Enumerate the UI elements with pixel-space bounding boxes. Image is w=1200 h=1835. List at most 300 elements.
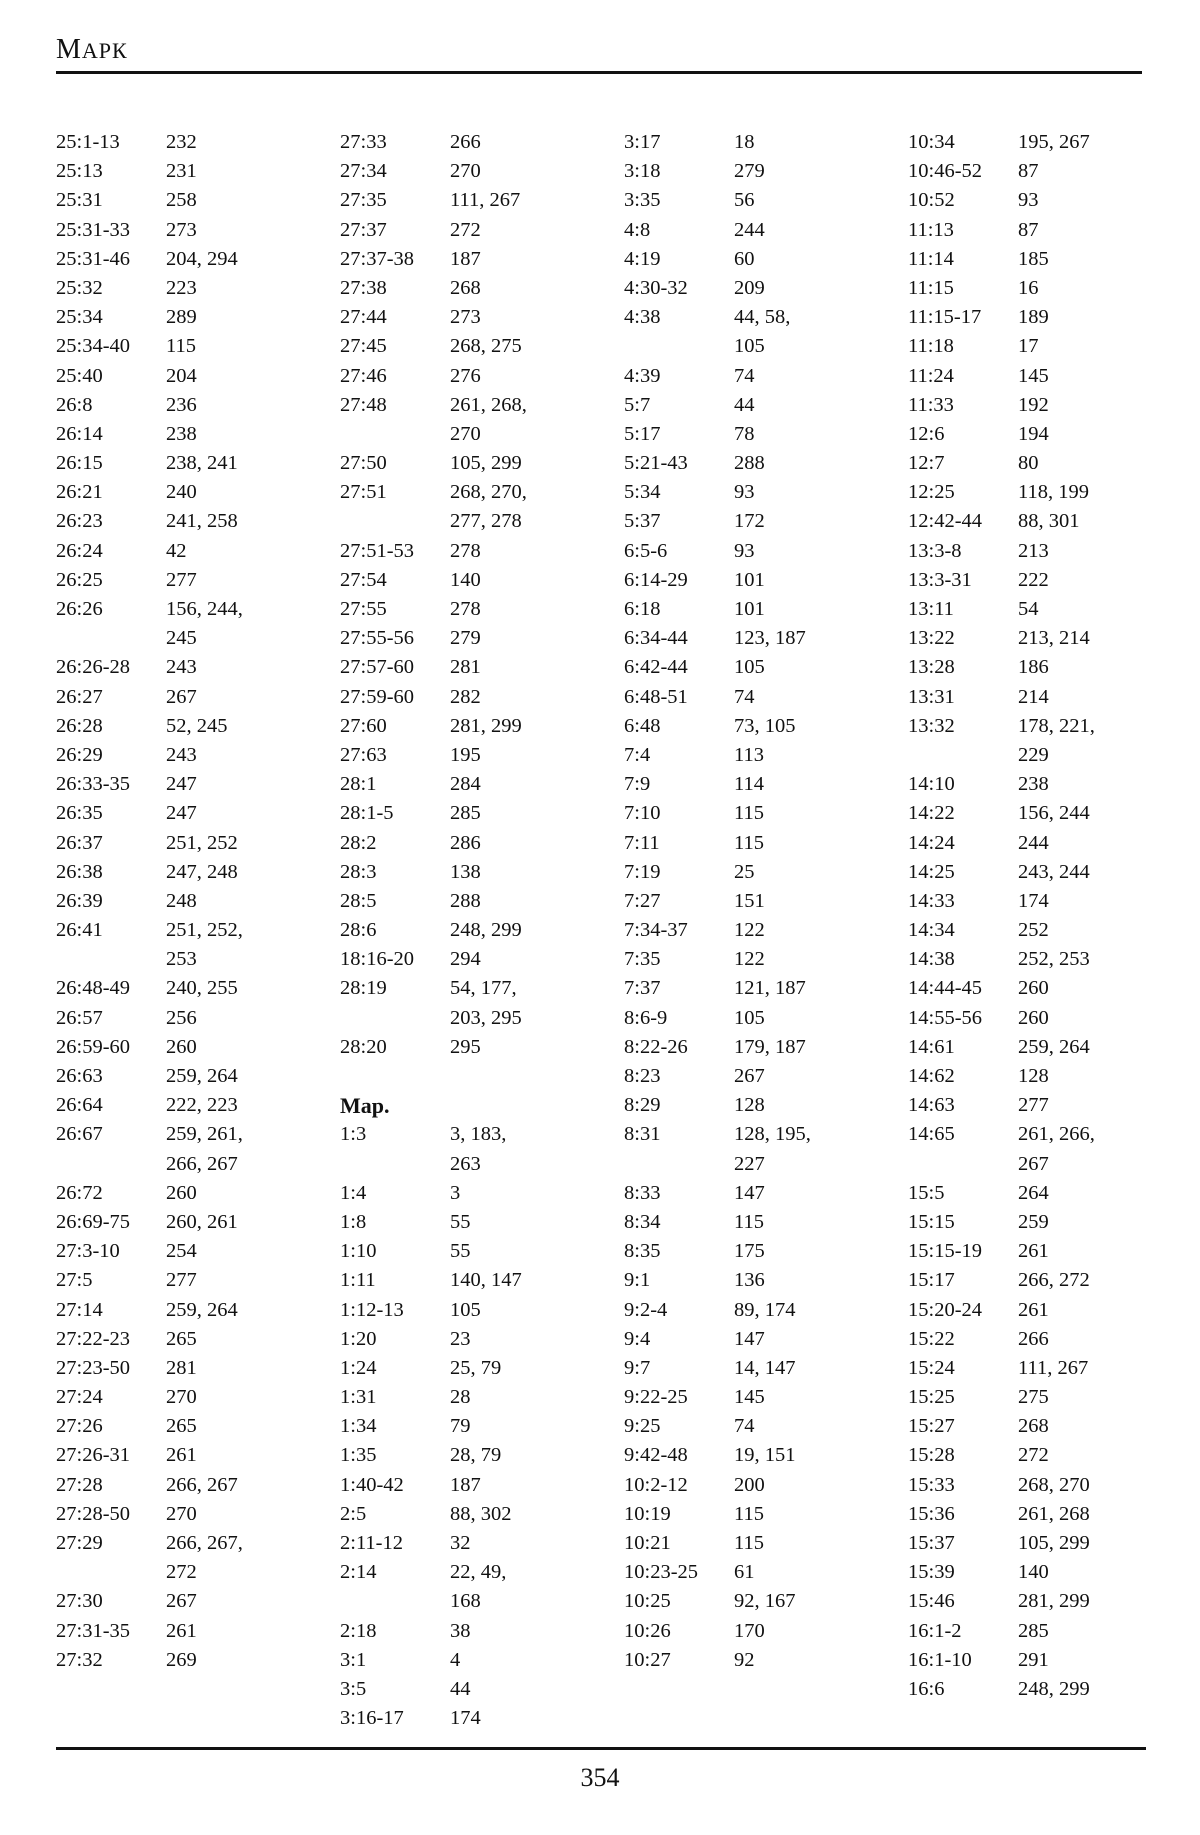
verse-reference: 6:14-29 (624, 568, 688, 591)
page-references: 244 (734, 218, 765, 241)
page-references: 138 (450, 860, 481, 883)
verse-reference: 10:46-52 (908, 160, 983, 183)
page-references: 74 (734, 685, 755, 708)
index-entry (624, 1325, 884, 1354)
index-entry (340, 186, 600, 215)
page-references: 74 (734, 364, 755, 387)
index-entry (56, 186, 316, 215)
verse-reference: 1:35 (340, 1444, 377, 1467)
index-entry (908, 1617, 1168, 1646)
verse-reference: 16:6 (908, 1677, 945, 1700)
verse-reference: 26:41 (56, 919, 103, 942)
page-references: 267 (1018, 1152, 1049, 1175)
page-references: 260, 261 (166, 1210, 238, 1233)
page-references: 128 (734, 1094, 765, 1117)
verse-reference (56, 945, 166, 974)
page-references: 28, 79 (450, 1444, 502, 1467)
verse-reference: 7:35 (624, 948, 661, 971)
index-entry (908, 1237, 1168, 1266)
verse-reference: 27:54 (340, 568, 387, 591)
page-references: 44 (450, 1677, 471, 1700)
verse-reference: 13:31 (908, 685, 955, 708)
page-references: 261 (166, 1444, 197, 1467)
index-entry (624, 1179, 884, 1208)
page-references: 105 (734, 1006, 765, 1029)
verse-reference: 6:34-44 (624, 627, 688, 650)
running-header-initial: M (56, 34, 82, 65)
page-references: 80 (1018, 452, 1039, 475)
verse-reference: 6:48 (624, 714, 661, 737)
index-column-1 (56, 128, 316, 1675)
page-references: 121, 187 (734, 977, 806, 1000)
verse-reference (340, 1062, 450, 1091)
page-references: 214 (1018, 685, 1049, 708)
verse-reference (908, 741, 1018, 770)
index-entry (340, 1587, 600, 1616)
running-header-rest: АРК (81, 38, 128, 63)
verse-reference: 7:27 (624, 889, 661, 912)
index-entry (908, 1412, 1168, 1441)
page-references: 272 (1018, 1444, 1049, 1467)
page-references: 267 (734, 1065, 765, 1087)
verse-reference: 27:26 (56, 1415, 103, 1438)
verse-reference: 10:21 (624, 1532, 671, 1554)
index-entry (624, 595, 884, 624)
verse-reference: 26:67 (56, 1123, 103, 1146)
page-references: 105, 299 (1018, 1532, 1090, 1554)
verse-reference: 7:11 (624, 831, 660, 854)
page-references: 145 (1018, 364, 1049, 387)
page-references: 259 (1018, 1210, 1049, 1233)
page-references: 32 (450, 1532, 471, 1554)
verse-reference: 27:60 (340, 714, 387, 737)
index-entry (340, 1704, 600, 1733)
page-references: 285 (1018, 1619, 1049, 1642)
index-entry (340, 1675, 600, 1704)
page-references: 25 (734, 860, 755, 883)
index-entry (56, 1150, 316, 1179)
verse-reference: 27:35 (340, 189, 387, 212)
page-references: 278 (450, 598, 481, 620)
verse-reference: 26:8 (56, 393, 93, 416)
page-references: 258 (166, 189, 197, 212)
page-references: 286 (450, 831, 481, 854)
verse-reference: 27:3-10 (56, 1240, 120, 1263)
page-references (450, 1062, 600, 1091)
index-entry (340, 274, 600, 303)
verse-reference: 10:52 (908, 189, 955, 212)
page-references: 140 (1018, 1561, 1049, 1584)
verse-reference: 27:28-50 (56, 1502, 131, 1525)
verse-reference: 9:7 (624, 1356, 651, 1379)
verse-reference: 26:35 (56, 802, 103, 825)
verse-reference: 15:17 (908, 1269, 955, 1292)
index-entry (56, 1033, 316, 1062)
verse-reference: 26:29 (56, 743, 103, 766)
index-entry (908, 303, 1168, 332)
verse-reference: 14:55-56 (908, 1006, 983, 1029)
index-entry (340, 1354, 600, 1383)
index-entry (340, 449, 600, 478)
page-references: 44 (734, 393, 755, 416)
page-references: 252, 253 (1018, 948, 1090, 971)
verse-reference: 9:22-25 (624, 1386, 688, 1409)
index-entry (908, 624, 1168, 653)
index-entry (908, 858, 1168, 887)
index-entry (624, 216, 884, 245)
index-entry (56, 1471, 316, 1500)
verse-reference: 14:24 (908, 831, 955, 854)
index-entry (908, 1179, 1168, 1208)
verse-reference: 15:37 (908, 1532, 955, 1554)
verse-reference: 8:31 (624, 1123, 661, 1146)
index-entry (56, 799, 316, 828)
verse-reference: 8:33 (624, 1181, 661, 1204)
verse-reference: 15:25 (908, 1386, 955, 1409)
index-entry (56, 712, 316, 741)
index-entry (56, 829, 316, 858)
verse-reference: 9:1 (624, 1269, 651, 1292)
index-entry (56, 1558, 316, 1587)
verse-reference: 26:26-28 (56, 656, 131, 679)
verse-reference: 1:8 (340, 1210, 367, 1233)
index-entry (340, 332, 600, 361)
page-references: 270 (450, 160, 481, 183)
page-references: 140 (450, 568, 481, 591)
verse-reference: 16:1-10 (908, 1648, 972, 1671)
verse-reference: 3:18 (624, 160, 661, 183)
index-entry (908, 362, 1168, 391)
verse-reference: 7:10 (624, 802, 661, 825)
page-references: 266, 267 (166, 1473, 238, 1496)
page-references: 87 (1018, 218, 1039, 241)
index-entry (908, 1587, 1168, 1616)
page-references: 89, 174 (734, 1298, 796, 1321)
index-entry (908, 1383, 1168, 1412)
index-entry (624, 799, 884, 828)
verse-reference: 27:63 (340, 743, 387, 766)
running-header (56, 36, 128, 64)
index-entry (624, 1500, 884, 1529)
verse-reference: 4:8 (624, 218, 651, 241)
page-references: 151 (734, 889, 765, 912)
verse-reference: 15:46 (908, 1590, 955, 1613)
index-entry (624, 887, 884, 916)
index-entry (624, 741, 884, 770)
page-references: 277, 278 (450, 510, 522, 533)
index-entry (340, 1558, 600, 1587)
page-references: 294 (450, 948, 481, 971)
index-entry (56, 128, 316, 157)
index-entry (908, 1529, 1168, 1558)
index-entry (908, 566, 1168, 595)
page-references: 268 (450, 276, 481, 299)
index-entry (624, 1558, 884, 1587)
verse-reference: 16:1-2 (908, 1619, 962, 1642)
page-references: 115 (734, 1532, 764, 1554)
page-references: 200 (734, 1473, 765, 1496)
index-entry (908, 1471, 1168, 1500)
page-references: 266 (1018, 1327, 1049, 1350)
page-references: 279 (450, 627, 481, 650)
page-references: 174 (450, 1707, 481, 1730)
page-references: 236 (166, 393, 197, 416)
verse-reference (340, 1150, 450, 1179)
page-references: 260 (166, 1035, 197, 1058)
verse-reference: 14:44-45 (908, 977, 983, 1000)
verse-reference: 1:3 (340, 1123, 367, 1146)
verse-reference: 13:3-31 (908, 568, 972, 591)
page-references (450, 1091, 600, 1120)
verse-reference: 11:24 (908, 364, 954, 387)
page-references: 288 (734, 452, 765, 475)
page-references: 105, 299 (450, 452, 522, 475)
index-entry (56, 566, 316, 595)
index-entry (908, 799, 1168, 828)
index-entry (56, 595, 316, 624)
page-references: 248, 299 (450, 919, 522, 942)
verse-reference: 8:29 (624, 1094, 661, 1117)
index-entry (624, 391, 884, 420)
page-references: 93 (734, 539, 755, 562)
index-entry (340, 1471, 600, 1500)
page-references: 118, 199 (1018, 481, 1089, 504)
index-entry (340, 245, 600, 274)
page-references: 259, 264 (166, 1065, 238, 1087)
page-references: 115 (734, 802, 764, 825)
verse-reference: 9:25 (624, 1415, 661, 1438)
page-references: 267 (166, 1590, 197, 1613)
index-entry (340, 362, 600, 391)
page-references: 281, 299 (450, 714, 522, 737)
verse-reference: 14:10 (908, 773, 955, 796)
index-entry (340, 537, 600, 566)
verse-reference: 27:51 (340, 481, 387, 504)
index-entry (340, 945, 600, 974)
index-entry (340, 391, 600, 420)
verse-reference: 1:20 (340, 1327, 377, 1350)
page-references: 128, 195, (734, 1123, 811, 1146)
index-entry (56, 478, 316, 507)
index-entry (56, 1004, 316, 1033)
verse-reference: 26:23 (56, 510, 103, 533)
page-references: 282 (450, 685, 481, 708)
index-entry (908, 712, 1168, 741)
page-references: 156, 244 (1018, 802, 1090, 825)
page-references: 273 (450, 306, 481, 329)
page-references: 261 (166, 1619, 197, 1642)
verse-reference: 3:1 (340, 1648, 367, 1671)
index-entry (908, 128, 1168, 157)
page-references: 281, 299 (1018, 1590, 1090, 1613)
index-entry (624, 945, 884, 974)
index-entry (56, 1237, 316, 1266)
index-entry (56, 274, 316, 303)
index-entry (56, 887, 316, 916)
page-references: 44, 58, (734, 306, 791, 329)
index-entry (624, 449, 884, 478)
verse-reference: 28:1 (340, 773, 377, 796)
page-references: 101 (734, 568, 765, 591)
page-references: 61 (734, 1561, 755, 1584)
index-entry (340, 1325, 600, 1354)
page-references: 278 (450, 539, 481, 562)
verse-reference: 13:3-8 (908, 539, 962, 562)
index-entry (908, 974, 1168, 1003)
page-references: 261, 268 (1018, 1502, 1090, 1525)
index-entry (908, 245, 1168, 274)
verse-reference: 7:37 (624, 977, 661, 1000)
page-references: 147 (734, 1327, 765, 1350)
verse-reference: 27:24 (56, 1386, 103, 1409)
verse-reference (56, 1150, 166, 1179)
verse-reference: 14:63 (908, 1094, 955, 1117)
index-entry (624, 712, 884, 741)
page-references: 54, 177, (450, 977, 517, 1000)
index-entry (56, 1383, 316, 1412)
index-entry (908, 391, 1168, 420)
index-entry (56, 449, 316, 478)
verse-reference: 26:39 (56, 889, 103, 912)
page-references: 3, 183, (450, 1123, 507, 1146)
index-entry (340, 1500, 600, 1529)
verse-reference: 2:11-12 (340, 1532, 404, 1554)
page-references: 253 (166, 948, 197, 971)
page-references: 92, 167 (734, 1590, 796, 1613)
index-entry (56, 1120, 316, 1149)
page-references: 277 (1018, 1094, 1049, 1117)
index-entry (908, 478, 1168, 507)
verse-reference: 26:48-49 (56, 977, 131, 1000)
page-references: 28 (450, 1386, 471, 1409)
verse-reference: 15:36 (908, 1502, 955, 1525)
index-entry (624, 1441, 884, 1470)
page-references: 79 (450, 1415, 471, 1438)
index-entry (624, 1529, 884, 1558)
page-references: 268, 270, (450, 481, 527, 504)
index-entry (340, 624, 600, 653)
index-entry (340, 1208, 600, 1237)
page-references: 175 (734, 1240, 765, 1263)
verse-reference: 8:23 (624, 1065, 661, 1087)
verse-reference: 14:22 (908, 802, 955, 825)
page-references: 272 (166, 1561, 197, 1584)
verse-reference: 4:19 (624, 247, 661, 270)
index-column-2 (340, 128, 600, 1733)
index-entry (340, 683, 600, 712)
index-entry (908, 1120, 1168, 1149)
page-references: 276 (450, 364, 481, 387)
page-references: 256 (166, 1006, 197, 1029)
page-references: 16 (1018, 276, 1039, 299)
page-references: 140, 147 (450, 1269, 522, 1292)
verse-reference: 26:64 (56, 1094, 103, 1117)
index-entry (56, 157, 316, 186)
verse-reference: 1:24 (340, 1356, 377, 1379)
index-entry (56, 1208, 316, 1237)
page-references: 54 (1018, 598, 1039, 620)
verse-reference: 27:44 (340, 306, 387, 329)
page-references: 231 (166, 160, 197, 183)
index-entry (340, 1529, 600, 1558)
verse-reference: 27:32 (56, 1648, 103, 1671)
page-references: 248 (166, 889, 197, 912)
index-entry (908, 1441, 1168, 1470)
page-references: 187 (450, 1473, 481, 1496)
index-entry (908, 770, 1168, 799)
page-references: 266 (450, 131, 481, 153)
verse-reference: 6:48-51 (624, 685, 688, 708)
verse-reference: 10:2-12 (624, 1473, 688, 1496)
index-entry (624, 420, 884, 449)
page-references: 260 (166, 1181, 197, 1204)
verse-reference: 27:51-53 (340, 539, 415, 562)
page-references: 204, 294 (166, 247, 238, 270)
page-references: 260 (1018, 1006, 1049, 1029)
index-entry (340, 974, 600, 1003)
verse-reference: 25:34-40 (56, 335, 131, 358)
page-references: 172 (734, 510, 765, 533)
page-references: 38 (450, 1619, 471, 1642)
verse-reference: 6:5-6 (624, 539, 668, 562)
verse-reference: 27:55 (340, 598, 387, 620)
index-entry (340, 1646, 600, 1675)
index-entry (624, 1383, 884, 1412)
index-entry (908, 507, 1168, 536)
page-references: 261 (1018, 1298, 1049, 1321)
verse-reference (56, 624, 166, 653)
page-references: 223 (166, 276, 197, 299)
page-references: 265 (166, 1327, 197, 1350)
verse-reference: 13:32 (908, 714, 955, 737)
index-entry (624, 537, 884, 566)
index-entry (624, 478, 884, 507)
verse-reference: 27:5 (56, 1269, 93, 1292)
page-references: 268, 270 (1018, 1473, 1090, 1496)
index-entry (56, 1646, 316, 1675)
page-references: 115 (734, 1502, 764, 1525)
page-references: 227 (734, 1152, 765, 1175)
verse-reference: 27:23-50 (56, 1356, 131, 1379)
index-entry (340, 1120, 600, 1149)
verse-reference: 26:25 (56, 568, 103, 591)
verse-reference: 13:28 (908, 656, 955, 679)
verse-reference: 11:33 (908, 393, 954, 416)
index-entry (340, 1617, 600, 1646)
index-entry (340, 887, 600, 916)
verse-reference: 26:21 (56, 481, 103, 504)
page-references: 115 (734, 1210, 764, 1233)
page-references: 259, 264 (166, 1298, 238, 1321)
verse-reference: 15:33 (908, 1473, 955, 1496)
index-entry (56, 916, 316, 945)
page-references: 17 (1018, 335, 1039, 358)
index-entry (624, 566, 884, 595)
verse-reference: 1:12-13 (340, 1298, 404, 1321)
page-references: 266, 272 (1018, 1269, 1090, 1292)
index-entry (340, 1412, 600, 1441)
verse-reference: 15:27 (908, 1415, 955, 1438)
index-entry (56, 1091, 316, 1120)
verse-reference: 26:15 (56, 452, 103, 475)
index-entry (908, 945, 1168, 974)
page-references: 251, 252 (166, 831, 238, 854)
index-entry (56, 1266, 316, 1295)
page-references: 111, 267 (450, 189, 521, 212)
page-references: 18 (734, 131, 755, 153)
page-references: 238, 241 (166, 452, 238, 475)
verse-reference: 1:11 (340, 1269, 376, 1292)
